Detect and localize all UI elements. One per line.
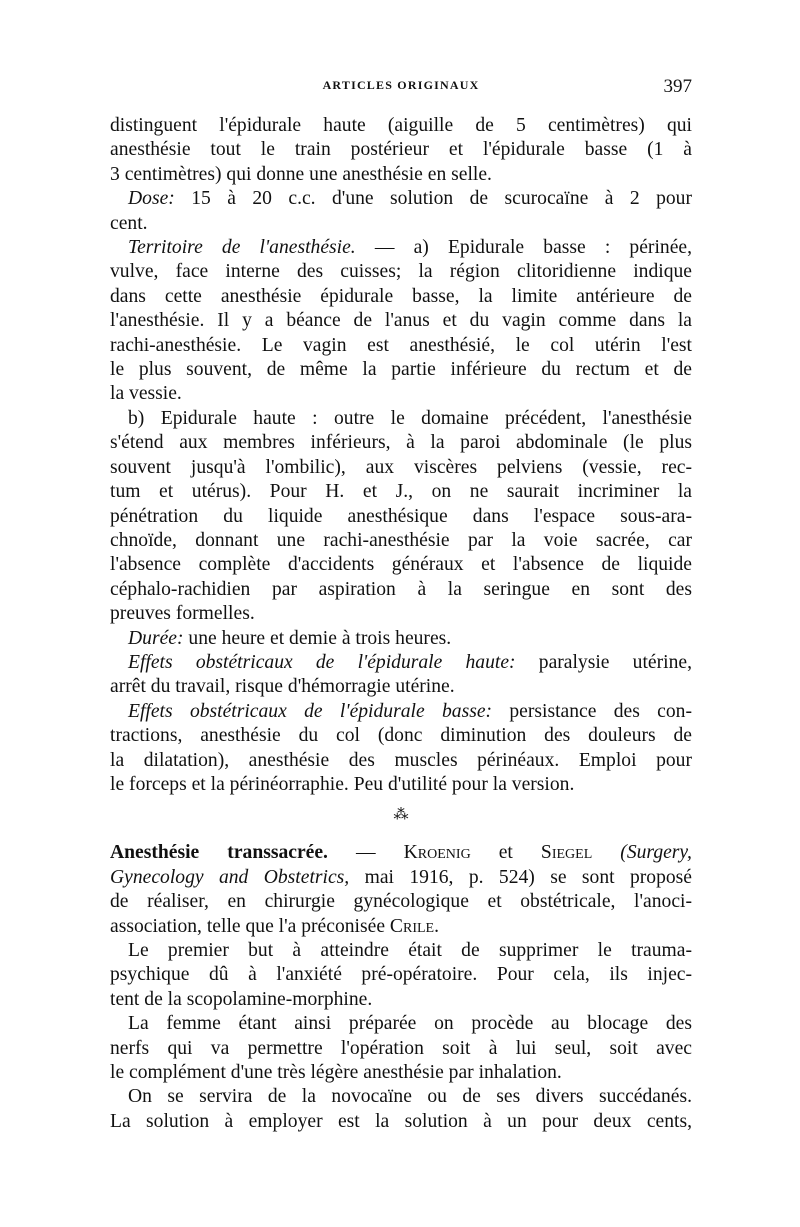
paragraph-premier-but xyxy=(110,939,692,1012)
conjunction: et xyxy=(498,842,513,864)
author-name: Crile xyxy=(389,915,435,937)
territoire-text: — a) Epidurale basse : périnée, xyxy=(374,237,692,259)
text-line: l'anesthésie. Il y a béance de l'anus et du vagin comme dans la xyxy=(110,310,692,332)
article-body xyxy=(110,114,692,1134)
text-line xyxy=(110,236,692,260)
paragraph-novocaine xyxy=(110,1085,692,1134)
text-line: tractions, anesthésie du col (donc diminution des douleurs de xyxy=(110,725,692,747)
text-line: La solution à employer est la solution à un pour deux cents, xyxy=(110,1110,692,1132)
text-line: chnoïde, donnant une rachi-anesthésie par la voie sacrée, car xyxy=(110,529,692,551)
text-line xyxy=(110,915,692,939)
dose-text: 15 à 20 c.c. d'une solution de scurocaïne à 2 pour xyxy=(191,188,692,210)
text-line: rachi-anesthésie. Le vagin est anesthésié, le col utérin l'est xyxy=(110,334,692,356)
running-title: ARTICLES ORIGINAUX xyxy=(322,78,480,92)
text-line: arrêt du travail, risque d'hémorragie utérine. xyxy=(110,676,455,698)
citation-text: mai 1916, p. 524) se sont proposé xyxy=(364,866,692,888)
text-line: La femme étant ainsi préparée on procède au blocage des xyxy=(128,1013,692,1035)
text-line: Le premier but à atteindre était de supprimer le trauma- xyxy=(128,940,692,961)
duree-label: Durée: xyxy=(128,627,184,649)
paragraph-femme xyxy=(110,1012,692,1085)
text-line: le complément d'une très légère anesthésie par inhalation. xyxy=(110,1062,562,1084)
text-line: l'absence complète d'accidents généraux et l'absence de liquide xyxy=(110,554,692,576)
paragraph-effets-haute xyxy=(110,651,692,700)
text-line: s'étend aux membres inférieurs, à la paroi abdominale (le plus xyxy=(110,432,692,454)
effets-haute-label: Effets obstétricaux de l'épidurale haute: xyxy=(128,651,516,673)
citation-text: association, telle que l'a préconisée xyxy=(110,915,386,937)
effets-basse-text: persistance des con- xyxy=(509,700,692,722)
section-separator: ⁂ xyxy=(393,807,409,824)
duree-text: une heure et demie à trois heures. xyxy=(188,627,452,649)
text-line: 3 centimètres) qui donne une anesthésie en selle. xyxy=(110,163,492,185)
punctuation: . xyxy=(434,915,440,937)
text-line: le plus souvent, de même la partie inférieure du rectum et de xyxy=(110,359,692,381)
text-line: On se servira de la novocaïne ou de ses divers succédanés. xyxy=(128,1086,692,1108)
journal-name: (Surgery, xyxy=(620,842,692,864)
text-line xyxy=(110,700,692,724)
journal-name: Gynecology and Obstetrics, xyxy=(110,866,350,888)
paragraph-epidurale-haute xyxy=(110,407,692,627)
text-line: vulve, face interne des cuisses; la région clitoridienne indique xyxy=(110,261,692,283)
paragraph-effets-basse xyxy=(110,700,692,798)
text-line: la dilatation), anesthésie des muscles périnéaux. Emploi pour xyxy=(110,749,692,771)
text-line: preuves formelles. xyxy=(110,603,255,625)
effets-basse-label: Effets obstétricaux de l'épidurale basse: xyxy=(128,700,493,722)
paragraph-epidurale-intro xyxy=(110,114,692,187)
text-line: nerfs qui va permettre l'opération soit à lui seul, soit avec xyxy=(110,1037,692,1059)
dash: — xyxy=(356,842,376,864)
paragraph-dose xyxy=(110,187,692,236)
paragraph-territoire xyxy=(110,236,692,407)
page-header xyxy=(110,76,692,102)
territoire-label: Territoire de l'anesthésie. xyxy=(128,237,356,259)
text-line xyxy=(110,651,692,675)
text-line xyxy=(110,866,692,890)
text-line: dans cette anesthésie épidurale basse, la limite antérieure de xyxy=(110,285,692,307)
effets-haute-text: paralysie utérine, xyxy=(538,651,692,673)
section-heading: Anesthésie transsacrée. xyxy=(110,842,328,864)
text-line xyxy=(110,187,692,211)
text-line: psychique dû à l'anxiété pré-opératoire. Pour cela, ils injec- xyxy=(110,964,692,986)
text-line: tent de la scopolamine-morphine. xyxy=(110,988,373,1010)
text-line: souvent jusqu'à l'ombilic), aux viscères pelviens (vessie, rec- xyxy=(110,456,692,478)
text-line: le forceps et la périnéorraphie. Peu d'utilité pour la version. xyxy=(110,773,575,795)
text-line: distinguent l'épidurale haute (aiguille de 5 centimètres) qui xyxy=(110,115,692,136)
text-line: de réaliser, en chirurgie gynécologique et obstétricale, l'anoci- xyxy=(110,891,692,913)
dose-label: Dose: xyxy=(128,188,175,210)
text-line: tum et utérus). Pour H. et J., on ne saurait incriminer la xyxy=(110,481,692,503)
paragraph-transsacree xyxy=(110,841,692,939)
paragraph-duree xyxy=(110,627,692,651)
text-line: anesthésie tout le train postérieur et l'épidurale basse (1 à xyxy=(110,139,692,161)
text-line: pénétration du liquide anesthésique dans l'espace sous-ara- xyxy=(110,505,692,527)
text-line: cent. xyxy=(110,212,148,234)
text-line: céphalo-rachidien par aspiration à la seringue en sont des xyxy=(110,578,692,600)
text-line xyxy=(110,627,692,651)
text-line: b) Epidurale haute : outre le domaine précédent, l'anesthésie xyxy=(128,407,692,429)
text-line xyxy=(110,841,692,865)
text-line: la vessie. xyxy=(110,383,182,405)
page-number: 397 xyxy=(663,76,692,97)
author-name: Kroenig xyxy=(403,842,471,864)
author-name: Siegel xyxy=(540,842,593,864)
